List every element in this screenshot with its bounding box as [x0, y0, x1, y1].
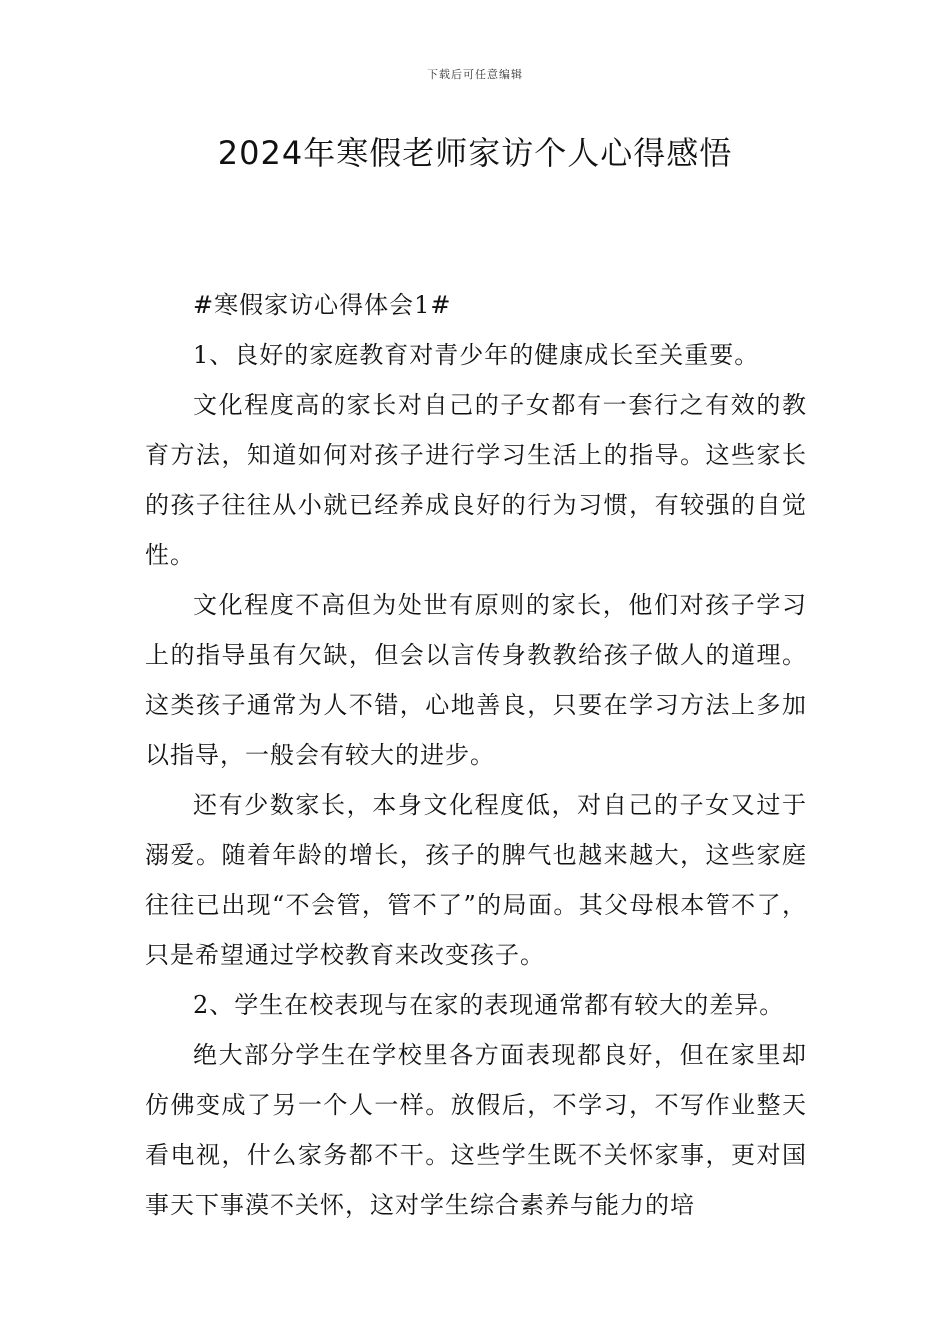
document-body [145, 280, 807, 1230]
body-paragraph: 绝大部分学生在学校里各方面表现都良好，但在家里却仿佛变成了另一个人一样。放假后，不学习，不写作业整天看电视，什么家务都不干。这些学生既不关怀家事，更对国事天下事漠不关怀，这对学生综合素养与能力的培 [145, 1041, 807, 1219]
point-heading: 1、良好的家庭教育对青少年的健康成长至关重要。 [193, 341, 760, 369]
body-paragraph: 文化程度高的家长对自己的子女都有一套行之有效的教育方法，知道如何对孩子进行学习生活上的指导。这些家长的孩子往往从小就已经养成良好的行为习惯，有较强的自觉性。 [145, 391, 807, 569]
body-paragraph: 文化程度不高但为处世有原则的家长，他们对孩子学习上的指导虽有欠缺，但会以言传身教教给孩子做人的道理。这类孩子通常为人不错，心地善良，只要在学习方法上多加以指导，一般会有较大的进步。 [145, 591, 807, 769]
section-heading: #寒假家访心得体会1# [193, 291, 452, 319]
body-paragraph: 还有少数家长，本身文化程度低，对自己的子女又过于溺爱。随着年龄的增长，孩子的脾气也越来越大，这些家庭往往已出现“不会管，管不了”的局面。其父母根本管不了，只是希望通过学校教育来改变孩子。 [145, 791, 807, 969]
point-heading: 2、学生在校表现与在家的表现通常都有较大的差异。 [193, 991, 785, 1019]
header-note: 下载后可任意编辑 [427, 68, 523, 81]
document-title: 2024年寒假老师家访个人心得感悟 [217, 134, 733, 172]
